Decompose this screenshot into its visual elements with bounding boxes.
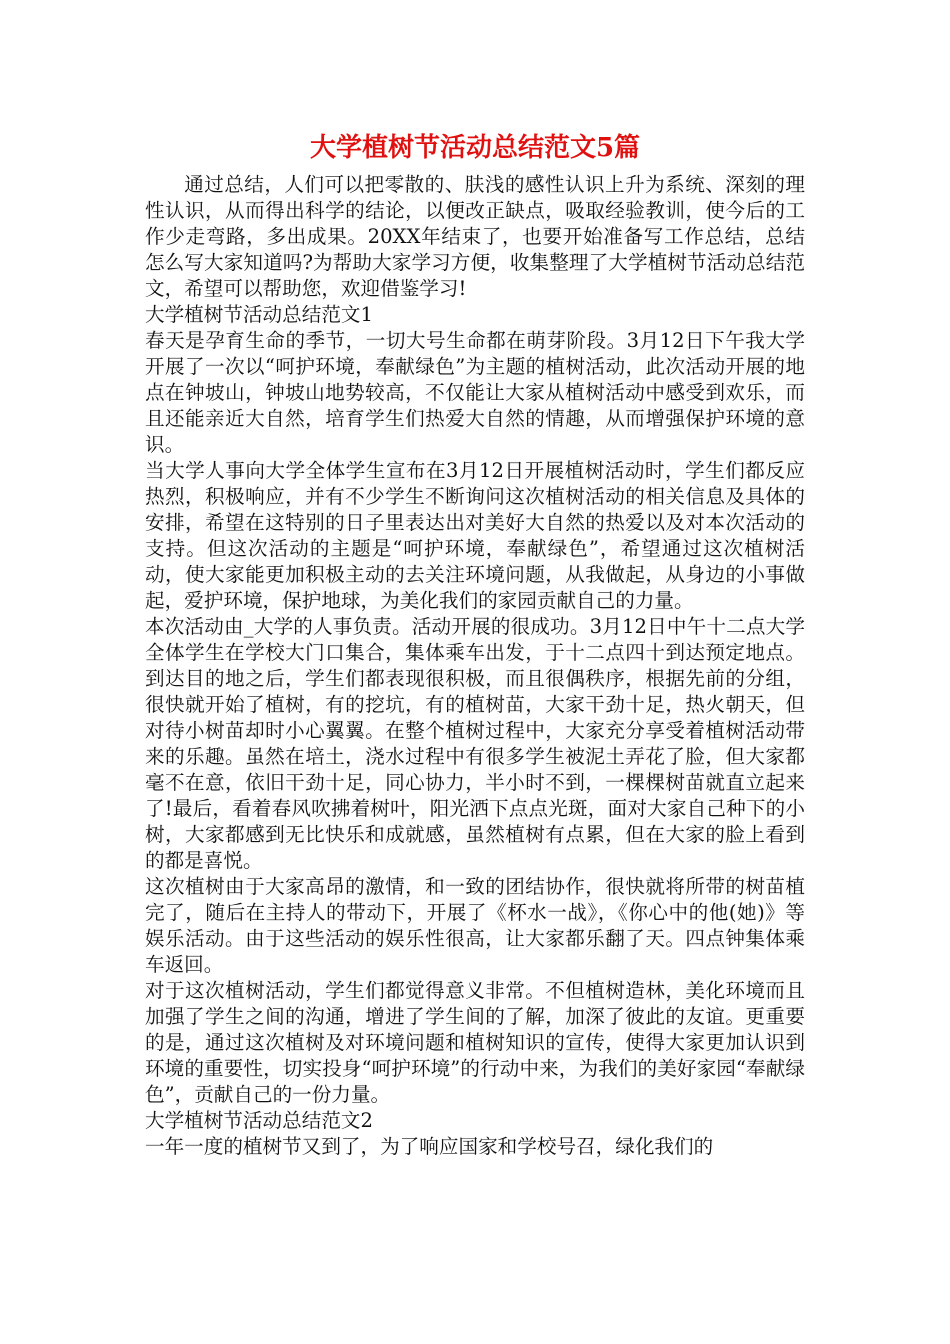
section-1-paragraph-5: 对于这次植树活动，学生们都觉得意义非常。不但植树造林，美化环境而且加强了学生之间的沟通，增进了学生间的了解，加深了彼此的友谊。更重要的是，通过这次植树及对环境问题和植树知识的宣传，使得大家更加认识到环境的重要性，切实投身“呵护环境”的行动中来，为我们的美好家园“奉献绿色”，贡献自己的一份力量。 xyxy=(145,979,805,1106)
section-2-paragraph-1: 一年一度的植树节又到了，为了响应国家和学校号召，绿化我们的 xyxy=(145,1135,714,1158)
intro-paragraph: 通过总结，人们可以把零散的、肤浅的感性认识上升为系统、深刻的理性认识，从而得出科学的结论，以便改正缺点，吸取经验教训，使今后的工作少走弯路，多出成果。20XX年结束了，也要开始准备写工作总结，总结怎么写大家知道吗?为帮助大家学习方便，收集整理了大学植树节活动总结范文，希望可以帮助您，欢迎借鉴学习! xyxy=(145,173,805,300)
document-title: 大学植树节活动总结范文5篇 xyxy=(309,133,641,163)
section-heading-2: 大学植树节活动总结范文2 xyxy=(145,1109,373,1132)
section-1-paragraph-3: 本次活动由_大学的人事负责。活动开展的很成功。3月12日中午十二点大学全体学生在学校大门口集合，集体乘车出发，于十二点四十到达预定地点。到达目的地之后，学生们都表现很积极，而且很偶秩序，根据先前的分组，很快就开始了植树，有的挖坑，有的植树苗，大家干劲十足，热火朝天，但对待小树苗却时小心翼翼。在整个植树过程中，大家充分享受着植树活动带来的乐趣。虽然在培土，浇水过程中有很多学生被泥土弄花了脸，但大家都毫不在意，依旧干劲十足，同心协力，半小时不到，一棵棵树苗就直立起来了!最后，看着春风吹拂着树叶，阳光洒下点点光斑，面对大家自己种下的小树，大家都感到无比快乐和成就感，虽然植树有点累，但在大家的脸上看到的都是喜悦。 xyxy=(145,615,805,872)
section-1-paragraph-1: 春天是孕育生命的季节，一切大号生命都在萌芽阶段。3月12日下午我大学开展了一次以“呵护环境，奉献绿色”为主题的植树活动，此次活动开展的地点在钟坡山，钟坡山地势较高，不仅能让大家从植树活动中感受到欢乐，而且还能亲近大自然，培育学生们热爱大自然的情趣，从而增强保护环境的意识。 xyxy=(145,329,805,456)
section-heading-1: 大学植树节活动总结范文1 xyxy=(145,303,373,326)
document-page xyxy=(145,128,805,1160)
section-1-paragraph-2: 当大学人事向大学全体学生宣布在3月12日开展植树活动时，学生们都反应热烈，积极响应，并有不少学生不断询问这次植树活动的相关信息及具体的安排，希望在这特别的日子里表达出对美好大自然的热爱以及对本次活动的支持。但这次活动的主题是“呵护环境，奉献绿色”，希望通过这次植树活动，使大家能更加积极主动的去关注环境问题，从我做起，从身边的小事做起，爱护环境，保护地球，为美化我们的家园贡献自己的力量。 xyxy=(145,459,805,612)
section-1-paragraph-4: 这次植树由于大家高昂的激情，和一致的团结协作，很快就将所带的树苗植完了，随后在主持人的带动下，开展了《杯水一战》，《你心中的他(她)》等娱乐活动。由于这些活动的娱乐性很高，让大家都乐翻了天。四点钟集体乘车返回。 xyxy=(145,875,805,976)
